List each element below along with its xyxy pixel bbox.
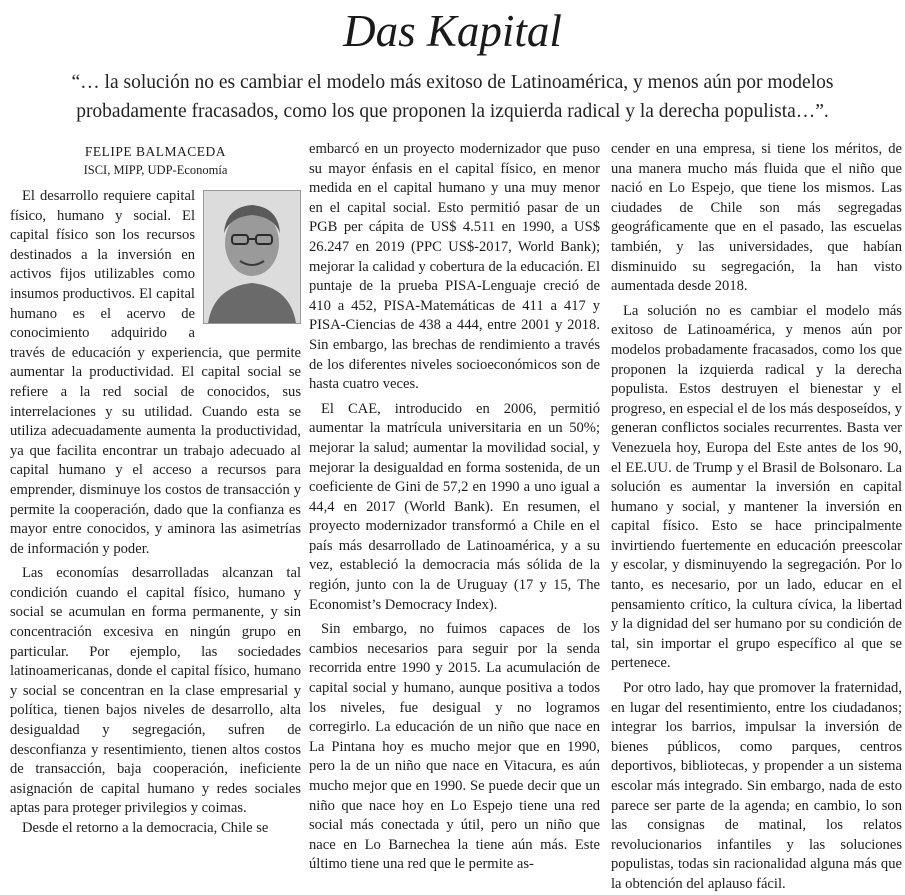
paragraph-3-part-2: embarcó en un proyecto modernizador que puso su mayor énfasis en el capital físico, en menor medida en el capital humano y una muy menor en el capital social. Esto permitió pasar de un PGB per cápita de US$ 4.511 en 1990, a US$ 26.247 en 2019 (PPC US$-2017, World Bank); mejorar la calidad y cobertura de la educación. El puntaje de la prueba PISA-Lenguaje creció de 410 a 452, PISA-Matemáticas de 411 a 417 y PISA-Ciencias de 438 a 444, entre 2001 y 2018. Sin embargo, las brechas de rendimiento a través de los diferentes niveles socioeconómicos son de hasta cuatro veces. xyxy=(309,141,600,393)
paragraph-5-part-1: Sin embargo, no fuimos capaces de los cambios necesarios para seguir por la senda recorrida entre 1990 y 2015. La acumulación de capital social y humano, aunque positiva a todos los niveles, fue desigual y no logramos corregirlo. La educación de un niño que nace en La Pintana hoy es mucho mejor que en 1990, pero la de un niño que nace en Vitacura, es aún mucho mejor que en 1990. Se puede decir que un niño que nace hoy en Lo Espejo tiene una red social más conectada y útil, pero un niño que nace en Lo Barnechea la tiene aún más. Este último tiene una red que le permite as- xyxy=(309,621,600,873)
author-name: FELIPE BALMACEDA xyxy=(84,144,227,159)
paragraph-4: El CAE, introducido en 2006, permitió aumentar la matrícula universitaria en un 50%; mejorar la salud; aumentar la movilidad social, y mejorar la desigualdad en forma sostenida, de un coeficiente de Gini de 57,2 en 1990 a uno igual a 44,4 en 2017 (World Bank). En resumen, el proyecto modernizador transformó a Chile en el país más desarrollado de Latinoamérica, y a su vez, estableció la democracia más sólida de la región, junto con la de Uruguay (17 y 15, The Economist’s Democracy Index). xyxy=(309,400,600,613)
paragraph-7: Por otro lado, hay que promover la fraternidad, en lugar del resentimiento, entre los ciudadanos; integrar los barrios, impulsar la inversión de bienes públicos, como parques, centros deportivos, bibliotecas, y propender a un sistema escolar más integrado. Sin embargo, nada de esto parece ser parte de la agenda; en cambio, lo son las consignas de matinal, los relatos revolucionarios infantiles y las soluciones populistas, todas sin racionalidad alguna más que la obtención del aplauso fácil. xyxy=(611,680,902,892)
article-title: Das Kapital xyxy=(343,6,562,56)
paragraph-6: La solución no es cambiar el modelo más exitoso de Latinoamérica, y menos aún por modelos probadamente fracasados, como los que proponen la izquierda radical y la derecha populista. Estos destruyen el bienestar y el progreso, en especial el de los más desposeídos, y generan conflictos sociales recurrentes. Basta ver Venezuela hoy, Europa del Este antes de los 90, el EE.UU. de Trump y el Brasil de Bolsonaro. La solución es aumentar la inversión en capital humano y social, y mantener la inversión en capital físico. Esto se hace principalmente invirtiendo fuertemente en educación preescolar y escolar, y disminuyendo la segregación. Por lo tanto, es necesario, por un lado, educar en el pensamiento crítico, la cultura cívica, la libertad y la dignidad del ser humano por su condición de tal, sin importar el grupo específico al que se pertenece. xyxy=(611,302,902,672)
column-2 xyxy=(309,140,600,875)
column-3 xyxy=(611,140,902,895)
paragraph-5-part-2: cender en una empresa, si tiene los méritos, de una manera mucho más fluida que el niño que nació en Lo Espejo, que tiene los mismos. Las ciudades de Chile son más segregadas geográficamente que en el pasado, las escuelas también, y las universidades, que habían disminuido su segregación, la han visto aumentada desde 2018. xyxy=(611,141,902,295)
author-affiliation: ISCI, MIPP, UDP-Economía xyxy=(83,163,228,177)
paragraph-1: El desarrollo requiere capital físico, humano y social. El capital físico son los recursos destinados a la inversión en activos fijos utilizables como insumos productivos. El capital humano es el acervo de conocimiento adquirido a través de educación y experiencia, que permite aumentar la productividad. El capital social se refiere a la red social de conocidos, sus interrelaciones y su utilidad. Cuando esta se utiliza adecuadamente aumenta la productividad, ya que facilita encontrar un trabajo adecuado al capital humano y el acceso a recursos para emprender, disminuye los costos de transacción y permite la cooperación, dado que la confianza es mayor entre conocidos, y aminora las asimetrías de información y poder. xyxy=(10,188,301,557)
column-1 xyxy=(10,143,301,839)
paragraph-3-part-1: Desde el retorno a la democracia, Chile se xyxy=(22,820,269,836)
author-portrait-icon xyxy=(203,190,301,324)
paragraph-2: Las economías desarrolladas alcanzan tal condición cuando el capital físico, humano y social se acumulan en forma permanente, y sin concentración excesiva en ningún grupo en particular. Por ejemplo, las sociedades latinoamericanas, donde el capital físico, humano y social se concentran en la clase empresarial y política, tienen bajos niveles de desarrollo, alta desigualdad y segregación, sufren de desconfianza y resentimiento, tienen altos costos de transacción, baja cooperación, ineficiente asignación de capital humano y redes sociales aptas para proteger privilegios y coimas. xyxy=(10,565,301,817)
byline xyxy=(10,143,301,180)
pull-quote: “… la solución no es cambiar el modelo más exitoso de Latinoamérica, y menos aún por modelos probadamente fracasados, como los que proponen la izquierda radical y la derecha populista…”. xyxy=(71,72,834,122)
